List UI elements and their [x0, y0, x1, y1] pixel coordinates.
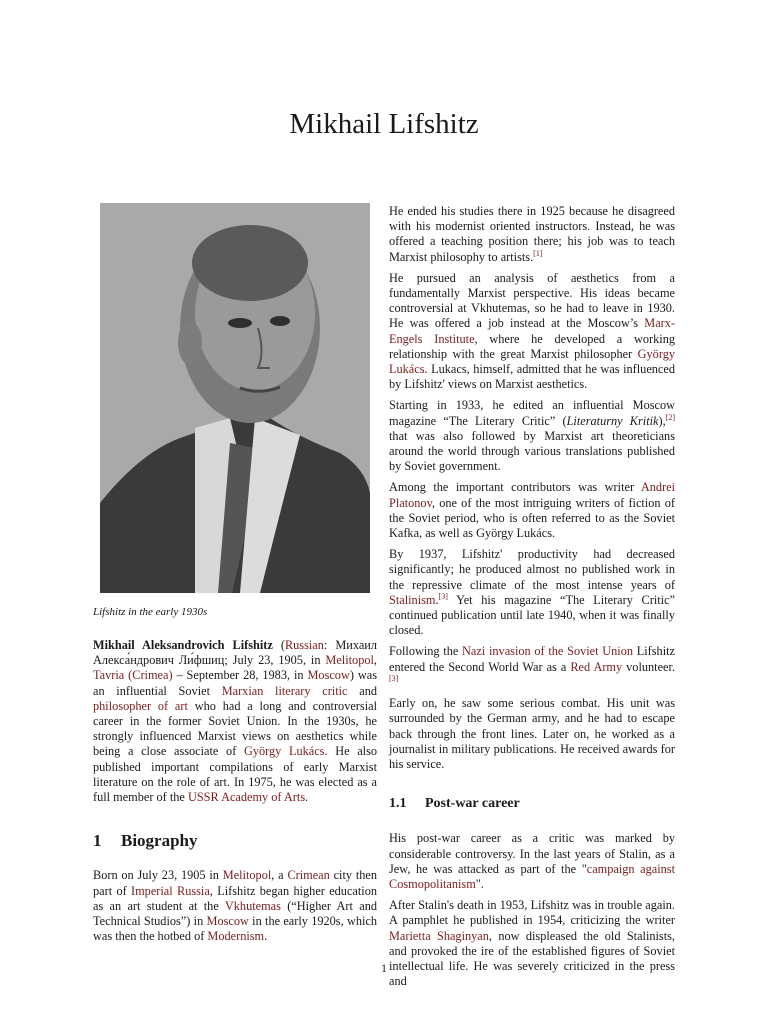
text: His post-war career as a critic was marked by considerable controversy. In the last years of Stalin, as a Jew, he was attacked as part of the ": [389, 831, 675, 876]
text: . Lukacs, himself, admitted that he was influenced by Lifshitz' views on Marxist aesthetics.: [389, 362, 675, 392]
link-gyorgy-lukacs[interactable]: György Lukács: [243, 744, 325, 759]
text: volunteer.: [622, 659, 675, 674]
link-nazi-invasion[interactable]: Nazi invasion of the Soviet Union: [462, 644, 634, 659]
text: ),: [658, 413, 666, 428]
link-red-army[interactable]: Red Army: [570, 659, 623, 674]
citation-ref[interactable]: [2]: [665, 412, 675, 422]
text: He pursued an analysis of aesthetics from a fundamentally Marxist perspective. His ideas became controversial at Vkhutemas, so he had to leave in 1930. He was offered a job instead at the Moscow’s: [389, 270, 675, 331]
section-number: 1.1: [389, 796, 407, 812]
link-tavria[interactable]: Tavria (Crimea): [93, 668, 173, 683]
citation-ref[interactable]: [3]: [389, 673, 399, 683]
link-vkhutemas[interactable]: Vkhutemas: [224, 898, 281, 913]
biography-paragraph: [93, 868, 377, 944]
link-russian[interactable]: Russian: [284, 638, 324, 652]
paragraph: [389, 271, 675, 393]
text: who had a long and controversial career in the former Soviet Union. In the 1930s, he strongly influenced Marxist views on aesthetics while being a close associate of: [93, 698, 377, 759]
right-column: [389, 204, 675, 995]
link-moscow-2[interactable]: Moscow: [206, 914, 249, 929]
section-heading-biography: [93, 831, 377, 851]
text: – September 28, 1983, in: [172, 668, 308, 683]
page-number: 1: [381, 961, 387, 975]
text: Following the: [389, 644, 463, 659]
subject-name: Mikhail Aleksandrovich Lifshitz: [93, 638, 273, 652]
text: By 1937, Lifshitz' productivity had decreased significantly; he produced almost no published work in the repressive climate of the most intense years of: [389, 547, 675, 592]
citation-ref[interactable]: [1]: [533, 248, 543, 258]
link-moscow[interactable]: Moscow: [307, 668, 350, 683]
paragraph: Early on, he saw some serious combat. His unit was surrounded by the German army, and he had to escape back through the front lines. Later on, he worked as a journalist in military publications. He received awards for his service.: [389, 696, 675, 771]
citation-ref[interactable]: [3]: [438, 591, 448, 601]
text: .: [435, 592, 439, 607]
link-philosopher-of-art[interactable]: philosopher of art: [93, 698, 188, 713]
section-number: 1: [93, 831, 102, 851]
text: and: [347, 683, 377, 698]
text: After Stalin's death in 1953, Lifshitz was in trouble again. A pamphlet he published in 1954, criticizing the writer: [389, 898, 675, 928]
link-marx-engels-institute[interactable]: Marx-Engels Institute: [389, 316, 675, 346]
text: city then part of: [93, 868, 378, 898]
link-marietta-shaginyan[interactable]: Marietta Shaginyan: [389, 928, 489, 943]
paragraph: [389, 204, 675, 265]
left-column: [93, 638, 377, 950]
portrait-illustration: [100, 203, 370, 593]
text: : Михаил Алекса́ндрович Ли́фшиц; July 23, 1905, in: [93, 638, 378, 668]
text: . He also published important compilations of early Marxist literature on the role of art. In 1975, he was elected as a full member of the: [93, 744, 377, 805]
text: that was also followed by Marxist art theoreticians around the world through various translations published by Soviet government.: [389, 428, 675, 474]
link-gyorgy-lukacs-2[interactable]: György Lukács: [389, 346, 675, 377]
text: Lifshitz entered the Second World War as a: [389, 644, 675, 674]
link-andrei-platonov[interactable]: Andrei Platonov: [389, 480, 675, 510]
text: , one of the most intriguing writers of fiction of the Soviet period, who is often referred to as the Soviet Kafka, as well as György Lukács.: [389, 495, 675, 541]
text: , Lifshitz began higher education as an art student at the: [93, 883, 377, 913]
text: Literaturny Kritik: [566, 413, 659, 428]
section-title: Post-war career: [425, 796, 520, 812]
text: Yet his magazine “The Literary Critic” continued publication until late 1940, when it was finally closed.: [389, 592, 675, 638]
link-melitopol[interactable]: Melitopol: [325, 653, 374, 668]
text: , now displeased the old Stalinists, and provoked the ire of the established figures of Soviet intellectual life. He was severely criticized in the press and: [389, 928, 675, 989]
link-crimean[interactable]: Crimean: [287, 868, 330, 883]
text: ".: [475, 876, 484, 891]
link-ussr-academy-of-arts[interactable]: USSR Academy of Arts: [187, 790, 306, 805]
section-title: Biography: [121, 831, 198, 851]
text: in the early 1920s, which was then the hotbed of: [93, 914, 377, 944]
paragraph: [389, 831, 675, 892]
text: .: [305, 790, 309, 805]
page-title: Mikhail Lifshitz: [289, 108, 479, 140]
text: ) was an influential Soviet: [93, 668, 377, 698]
paragraph: [389, 644, 675, 690]
paragraph: [389, 398, 675, 474]
link-campaign-against-cosmopolitanism[interactable]: campaign against Cosmopolitanism: [389, 861, 675, 891]
text: (: [272, 638, 285, 652]
text: (“Higher Art and Technical Studios”) in: [93, 898, 378, 929]
text: .: [264, 929, 268, 944]
text: ,: [373, 653, 377, 668]
link-stalinism[interactable]: Stalinism: [389, 592, 436, 607]
text: , where he developed a working relationship with the great Marxist philosopher: [389, 331, 675, 361]
link-modernism[interactable]: Modernism: [207, 929, 265, 944]
paragraph: [389, 547, 675, 638]
portrait-photo: [100, 203, 370, 593]
photo-caption: Lifshitz in the early 1930s: [93, 606, 208, 618]
link-marxian-literary-critic[interactable]: Marxian literary critic: [221, 683, 348, 698]
text: Born on July 23, 1905 in: [93, 868, 223, 883]
lead-paragraph: [93, 638, 377, 805]
text: He ended his studies there in 1925 because he disagreed with his modernist oriented instructors. Instead, he was offered a teaching position there; his job was to teach Marxist philosophy to artists.: [389, 204, 675, 264]
text: , a: [271, 868, 288, 883]
link-imperial-russia[interactable]: Imperial Russia: [131, 883, 210, 898]
paragraph: [389, 480, 675, 541]
text: Starting in 1933, he edited an influential Moscow magazine “The Literary Critic” (: [389, 398, 675, 428]
text: Among the important contributors was writer: [389, 480, 641, 495]
link-melitopol-2[interactable]: Melitopol: [222, 868, 272, 883]
section-heading-post-war-career: [389, 796, 675, 811]
